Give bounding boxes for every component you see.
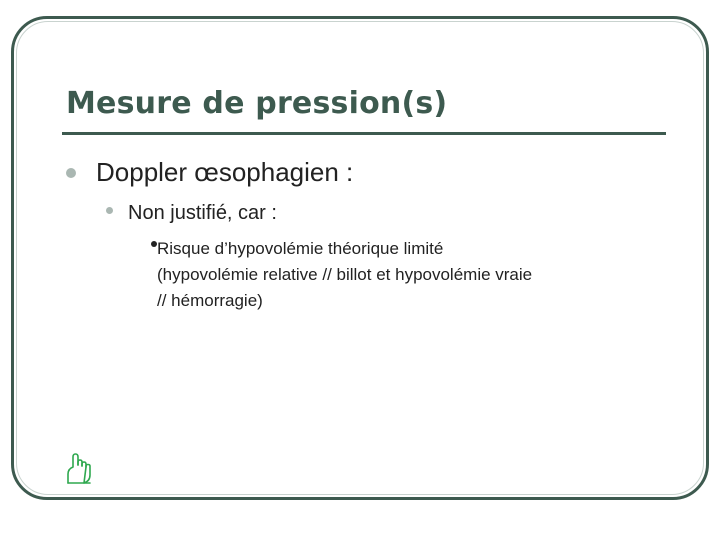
hand-pointing-icon	[64, 450, 94, 486]
level2-bullet-icon	[106, 207, 113, 214]
level3-line-2: (hypovolémie relative // billot et hypovolémie vraie	[157, 265, 533, 284]
level3-bullet-text	[157, 236, 657, 314]
slide-title: Mesure de pression(s)	[66, 86, 448, 121]
level3-line-1: Risque d’hypovolémie théorique limité	[157, 239, 444, 258]
level1-bullet-icon	[66, 168, 76, 178]
level3-line-3: // hémorragie)	[157, 291, 263, 310]
level1-bullet-text: Doppler œsophagien :	[96, 157, 354, 187]
level2-bullet-text: Non justifié, car :	[128, 202, 277, 224]
title-underline	[62, 132, 666, 135]
